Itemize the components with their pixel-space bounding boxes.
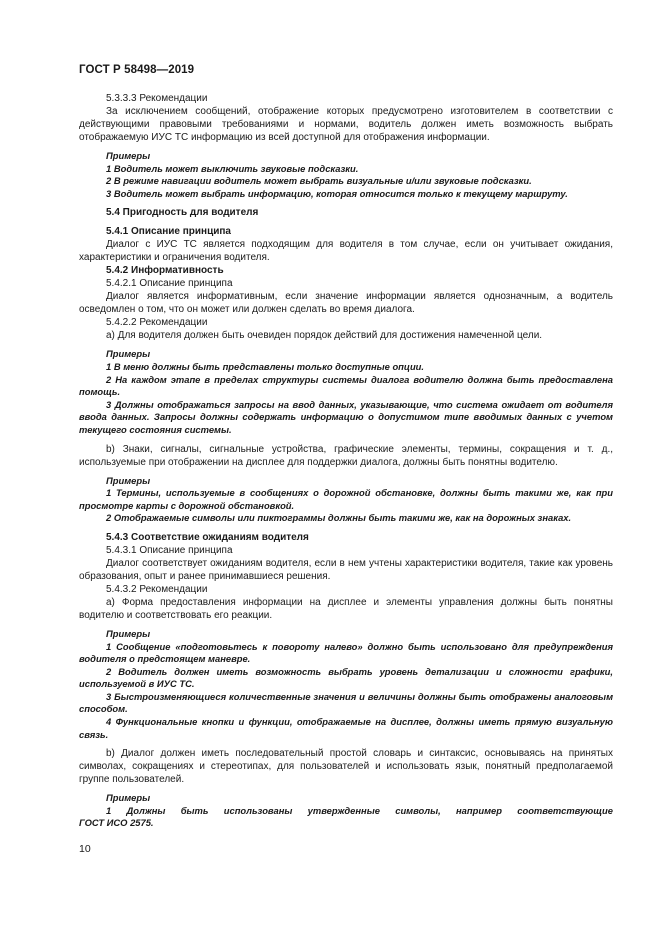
examples-title: Примеры [106, 348, 151, 360]
list-item-a: а) Для водителя должен быть очевиден порядок действий для достижения намеченной цели. [106, 330, 543, 342]
example-item: 2 Отображаемые символы или пиктограммы должны быть такими же, как на дорожных знаках. [106, 512, 572, 524]
example-item: 1 Сообщение «подготовьтесь к повороту налево» должно быть использовано для предупреждения водителя о предстоящем маневре. [79, 640, 613, 665]
paragraph: За исключением сообщений, отображение которых предусмотрено изготовителем в соответствии с действующими правовыми требованиями и нормами, водитель должен иметь возможность выбрать отображаемую ИУС ТС информацию из всей доступной для отображения информации. [79, 106, 613, 143]
section-heading-5-4-2: 5.4.2 Информативность [106, 265, 224, 277]
example-item: 3 Должны отображаться запросы на ввод данных, указывающие, что система ожидает от водителя ввода данных. Запросы должны содержать информацию о допустимом типе вводимых данных с учетом текущего состояния системы. [79, 398, 613, 435]
example-item: 3 Быстроизменяющиеся количественные значения и величины должны быть отображены аналоговым способом. [79, 690, 613, 715]
paragraph: Диалог является информативным, если значение информации является однозначным, а водитель осведомлен о том, что он может или должен сделать во время диалога. [79, 291, 613, 316]
examples-title: Примеры [106, 474, 151, 486]
paragraph: Диалог соответствует ожиданиям водителя, если в нем учтены характеристики водителя, такие как уровень образования, опыт и ранее принимавшиеся решения. [79, 557, 613, 582]
examples-title: Примеры [106, 792, 151, 804]
example-item-continuation: ГОСТ ИСО 2575. [79, 817, 154, 829]
example-item: 4 Функциональные кнопки и функции, отображаемые на дисплее, должны иметь прямую визуальную связь. [79, 716, 613, 740]
list-item-b: b) Диалог должен иметь последовательный простой словарь и синтаксис, основываясь на принятых символах, сокращениях и стереотипах, для пользователей и использовать язык, понятный предполагаемой группе пользователей. [79, 748, 613, 786]
examples-title: Примеры [106, 150, 151, 161]
example-item: 1 В меню должны быть представлены только доступные опции. [106, 360, 425, 372]
section-heading-5-4-3-2: 5.4.3.2 Рекомендации [106, 583, 208, 595]
example-item: 2 На каждом этапе в пределах структуры системы диалога водителю должна быть предоставлена помощь. [79, 373, 613, 398]
example-item: 3 Водитель может выбрать информацию, которая относится только к текущему маршруту. [106, 187, 568, 199]
section-heading-5-4-2-2: 5.4.2.2 Рекомендации [106, 317, 208, 329]
example-item: 2 Водитель должен иметь возможность выбрать уровень детализации и сложности графики, используемой в ИУС ТС. [79, 665, 613, 690]
paragraph: Диалог с ИУС ТС является подходящим для водителя в том случае, если он учитывает ожидания, характеристики и ограничения водителя. [79, 239, 613, 264]
document-body [79, 92, 613, 830]
section-heading-5-4-3: 5.4.3 Соответствие ожиданиям водителя [106, 531, 309, 543]
example-item: 1 Термины, используемые в сообщениях о дорожной обстановке, должны быть такими же, как при просмотре карты с дорожной обстановкой. [79, 487, 613, 511]
example-item: 2 В режиме навигации водитель может выбрать визуальные и/или звуковые подсказки. [106, 175, 532, 187]
page-number: 10 [79, 843, 91, 855]
section-heading-5-4-1: 5.4.1 Описание принципа [106, 226, 231, 238]
examples-title: Примеры [106, 627, 151, 639]
section-heading-5-4: 5.4 Пригодность для водителя [106, 207, 259, 219]
list-item-b: b) Знаки, сигналы, сигнальные устройства, графические элементы, термины, сокращения и т. д., используемые при отображении на дисплее для поддержки диалога, должны быть понятны водителю. [79, 443, 613, 468]
section-heading-5-3-3-3: 5.3.3.3 Рекомендации [106, 93, 208, 104]
section-heading-5-4-2-1: 5.4.2.1 Описание принципа [106, 278, 233, 290]
list-item-a: а) Форма предоставления информации на дисплее и элементы управления должны быть понятны водителю и соответствовать его реакции. [79, 596, 613, 621]
document-header: ГОСТ Р 58498—2019 [79, 64, 195, 76]
example-item: 1 Водитель может выключить звуковые подсказки. [106, 162, 359, 174]
example-item: 1 Должны быть использованы утвержденные символы, например соответствующие [106, 804, 613, 816]
section-heading-5-4-3-1: 5.4.3.1 Описание принципа [106, 544, 233, 556]
